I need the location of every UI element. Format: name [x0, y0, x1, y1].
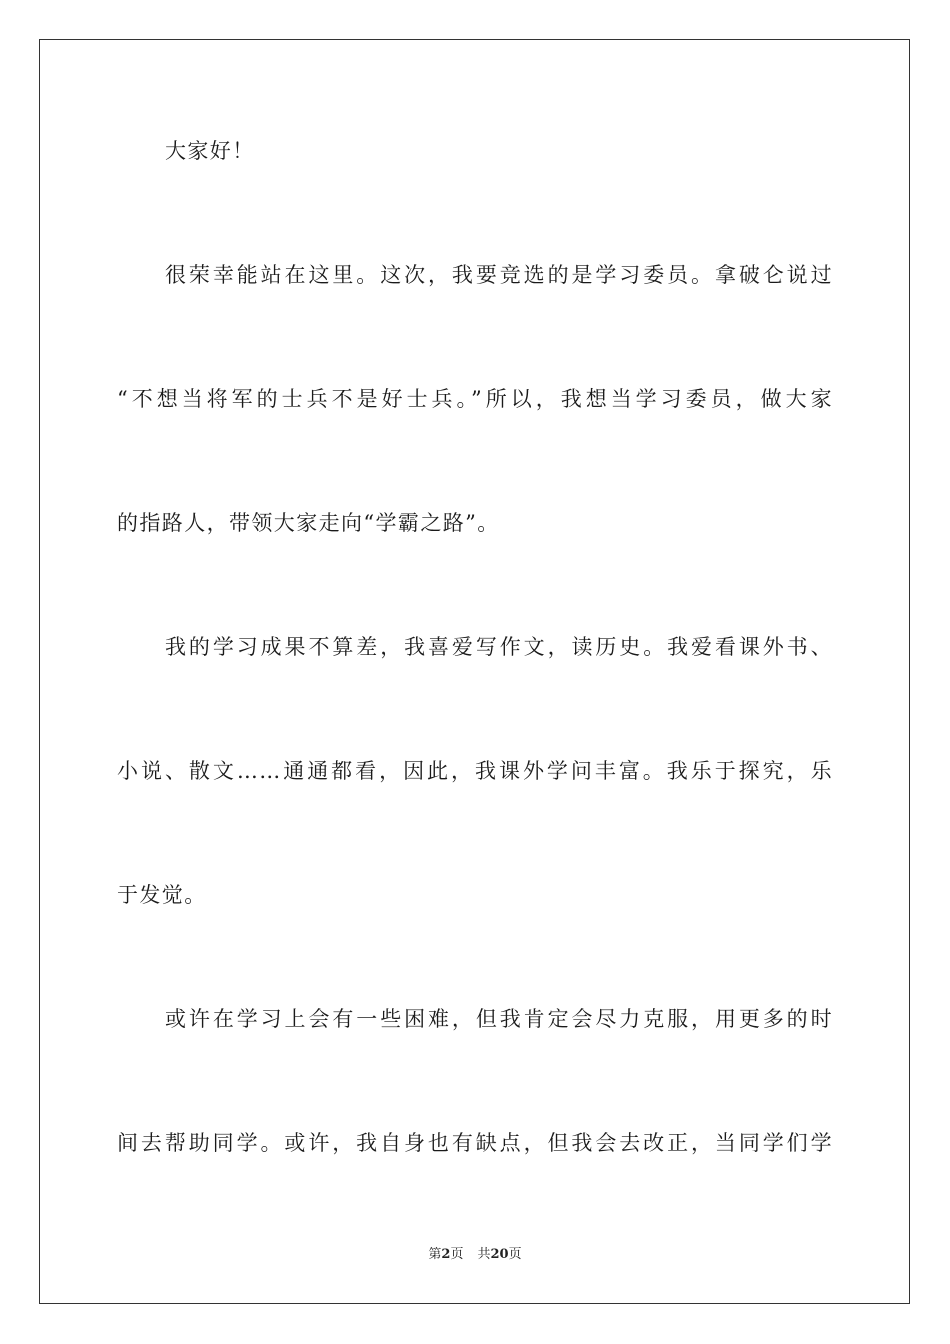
paragraph-1-line-3: 的指路人，带领大家走向“学霸之路”。 — [117, 511, 500, 535]
page-suffix: 页 — [450, 1247, 464, 1262]
paragraph-1-line-1: 很荣幸能站在这里。这次，我要竞选的是学习委员。拿破仑说过 — [165, 263, 833, 287]
page-prefix: 第 — [428, 1247, 442, 1262]
page-number: 2 — [441, 1247, 451, 1262]
page-footer — [0, 1246, 950, 1264]
paragraph-2-line-1: 我的学习成果不算差，我喜爱写作文，读历史。我爱看课外书、 — [165, 635, 833, 659]
paragraph-1-line-2: “不想当将军的士兵不是好士兵。”所以，我想当学习委员，做大家 — [117, 387, 833, 411]
paragraph-2-line-2: 小说、散文……通通都看，因此，我课外学问丰富。我乐于探究，乐 — [117, 759, 833, 783]
paragraph-3-line-1: 或许在学习上会有一些困难，但我肯定会尽力克服，用更多的时 — [165, 1007, 833, 1031]
paragraph-3-line-2: 间去帮助同学。或许，我自身也有缺点，但我会去改正，当同学们学 — [117, 1131, 833, 1155]
page-frame — [39, 39, 910, 1304]
total-prefix: 共 — [477, 1247, 491, 1262]
total-suffix: 页 — [508, 1247, 522, 1262]
greeting-line: 大家好！ — [165, 139, 255, 163]
total-pages: 20 — [490, 1247, 509, 1262]
paragraph-2-line-3: 于发觉。 — [117, 883, 207, 907]
